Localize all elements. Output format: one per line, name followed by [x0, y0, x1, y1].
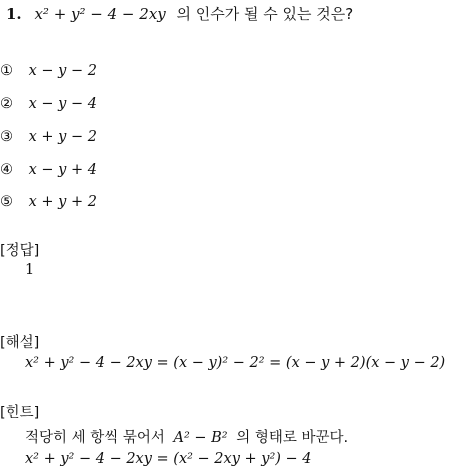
choice-4[interactable] — [0, 162, 97, 178]
choice-5-mark: ⑤ — [0, 194, 13, 210]
question-expression: x² + y² − 4 − 2xy — [34, 5, 166, 23]
choice-3-mark: ③ — [0, 129, 13, 145]
question-stem — [6, 3, 353, 24]
choice-4-mark: ④ — [0, 162, 13, 178]
answer-heading: [정답] — [0, 243, 40, 259]
choice-1-expression: x − y − 2 — [28, 63, 97, 79]
question-prompt: 의 인수가 될 수 있는 것은? — [176, 5, 354, 23]
choice-1[interactable] — [0, 63, 97, 79]
answer-value: 1 — [25, 262, 35, 278]
choice-2-mark: ② — [0, 96, 13, 112]
hint-text-before: 적당히 세 항씩 묶어서 — [25, 430, 165, 446]
choice-5[interactable] — [0, 194, 97, 210]
question-number: 1. — [6, 5, 22, 23]
hint-expression: A² − B² — [173, 430, 228, 446]
choice-2[interactable] — [0, 96, 97, 112]
hint-heading: [힌트] — [0, 405, 40, 421]
explanation-heading: [해설] — [0, 335, 40, 351]
choice-3[interactable] — [0, 129, 97, 145]
choice-1-mark: ① — [0, 63, 13, 79]
choice-3-expression: x + y − 2 — [28, 129, 97, 145]
hint-text — [25, 426, 348, 447]
choice-4-expression: x − y + 4 — [28, 162, 97, 178]
hint-text-after: 의 형태로 바꾼다. — [236, 430, 349, 446]
choice-2-expression: x − y − 4 — [28, 96, 97, 112]
explanation-line: x² + y² − 4 − 2xy = (x − y)² − 2² = (x − y + 2)(x − y − 2) — [25, 355, 446, 371]
choice-5-expression: x + y + 2 — [28, 194, 97, 210]
hint-line: x² + y² − 4 − 2xy = (x² − 2xy + y²) − 4 — [25, 451, 312, 467]
